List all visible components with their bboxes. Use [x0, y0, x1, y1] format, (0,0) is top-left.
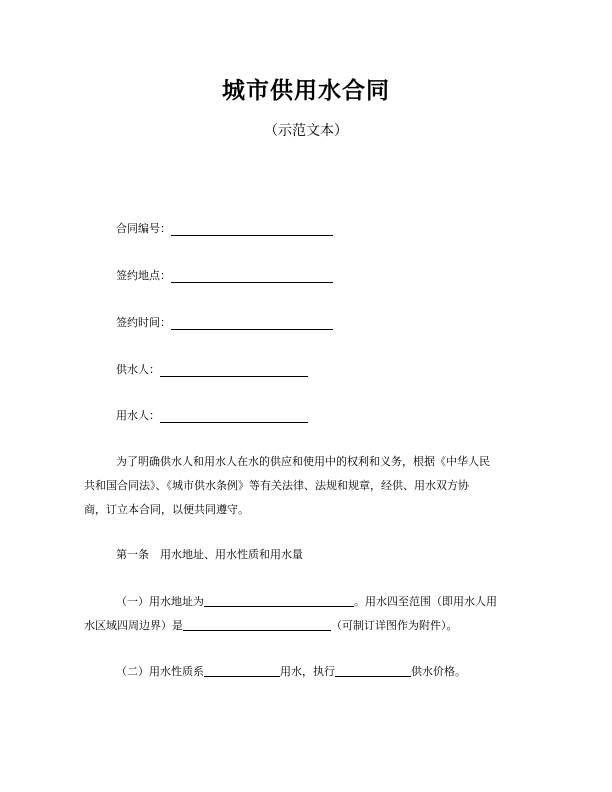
item-1-boundary-is-label: 水区域四周边界）是	[84, 619, 183, 632]
water-nature-blank	[204, 664, 280, 677]
item-1-line-2	[84, 614, 528, 638]
article-1-item-2	[116, 660, 528, 684]
user-blank	[160, 410, 308, 423]
sign-place-field	[116, 267, 333, 283]
document-title: 城市供用水合同	[222, 78, 390, 104]
sign-place-label: 签约地点：	[116, 269, 171, 282]
article-1-item-1	[84, 590, 528, 638]
intro-line-1: 为了明确供水人和用水人在水的供应和使用中的权利和义务，根据《中华人民	[116, 455, 490, 468]
supplier-blank	[160, 364, 308, 377]
boundary-blank	[183, 618, 331, 631]
item-1-boundary-label: 。用水四至范围（即用水人用	[354, 595, 497, 608]
intro-line-3: 商，订立本合同，以便共同遵守。	[84, 503, 249, 516]
sign-time-label: 签约时间：	[116, 316, 171, 329]
item-2-nature-label: （二）用水性质系	[116, 665, 204, 678]
contract-number-field	[116, 220, 333, 236]
sign-time-blank	[171, 317, 333, 330]
sign-time-field	[116, 314, 333, 330]
address-blank	[204, 594, 354, 607]
document-subtitle: （示范文本）	[264, 123, 348, 139]
item-2-price-label: 供水价格。	[411, 665, 466, 678]
article-1-heading: 第一条 用水地址、用水性质和用水量	[116, 548, 303, 561]
user-label: 用水人：	[116, 409, 160, 422]
intro-line-2: 共和国合同法》、《城市供水条例》等有关法律、法规和规章，经供、用水双方协	[84, 479, 469, 492]
item-1-line-1	[116, 590, 528, 614]
contract-number-label: 合同编号：	[116, 222, 171, 235]
price-type-blank	[335, 664, 411, 677]
sign-place-blank	[171, 270, 333, 283]
item-2-execute-label: 用水，执行	[280, 665, 335, 678]
intro-paragraph	[84, 450, 528, 522]
supplier-label: 供水人：	[116, 363, 160, 376]
item-2-line-1	[116, 660, 528, 684]
contract-number-blank	[171, 223, 333, 236]
item-1-attachment-note: （可制订详图作为附件）。	[331, 619, 458, 632]
user-field	[116, 407, 308, 423]
item-1-address-label: （一）用水地址为	[116, 595, 204, 608]
supplier-field	[116, 361, 308, 377]
